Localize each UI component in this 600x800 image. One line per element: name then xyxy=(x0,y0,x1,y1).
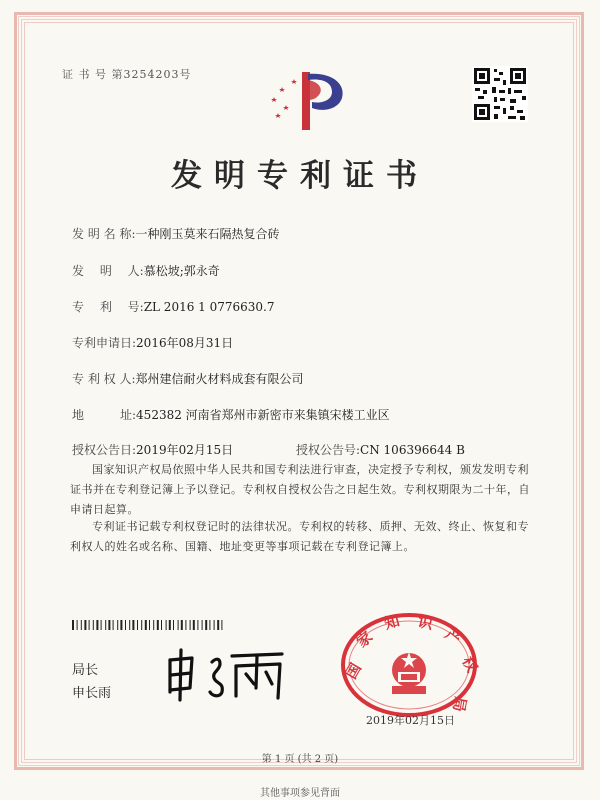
patent-office-logo xyxy=(262,64,352,134)
filing-date-label: 专利申请日: xyxy=(72,336,137,350)
grant-date-label: 授权公告日: xyxy=(72,443,137,457)
certificate-title: 发明专利证书 xyxy=(171,158,429,194)
inventor: 慕松坡;郭永奇 xyxy=(143,264,220,278)
director-name: 申长雨 xyxy=(72,686,112,701)
svg-text:家: 家 xyxy=(353,627,377,652)
grant-number: CN 106396644 B xyxy=(360,443,465,457)
address-label: 地 址: xyxy=(72,408,137,422)
invention-name: 一种刚玉莫来石隔热复合砖 xyxy=(135,227,280,241)
invention-name-label: 发 明 名 称: xyxy=(72,227,136,241)
official-seal xyxy=(340,611,482,718)
svg-text:产: 产 xyxy=(441,624,465,649)
grant-number-label: 授权公告号: xyxy=(296,443,361,457)
legal-status-statement: 专利证书记载专利权登记时的法律状况。专利权的转移、质押、无效、终止、恢复和专利权人的姓名或名称、国籍、地址变更等事项记载在专利登记簿上。 xyxy=(70,520,529,553)
footer-note: 其他事项参见背面 xyxy=(260,788,340,799)
filing-date: 2016年08月31日 xyxy=(136,336,234,350)
barcode xyxy=(72,620,222,630)
address-row xyxy=(72,406,390,423)
svg-text:识: 识 xyxy=(416,612,435,634)
patent-number: ZL 2016 1 0776630.7 xyxy=(143,300,275,314)
invention-name-row xyxy=(72,225,280,242)
seal-date: 2019年02月15日 xyxy=(366,714,455,727)
qr-code xyxy=(472,66,528,122)
address: 452382 河南省郑州市新密市来集镇宋楼工业区 xyxy=(136,408,390,422)
patentee: 郑州建信耐火材料成套有限公司 xyxy=(135,372,304,386)
certificate-number: 证 书 号 第3254203号 xyxy=(62,68,192,81)
svg-text:知: 知 xyxy=(382,611,402,633)
director-signature xyxy=(162,648,292,703)
patent-number-row xyxy=(72,298,275,315)
director-title: 局长 xyxy=(72,663,99,678)
grant-date-row xyxy=(72,441,233,458)
patentee-label: 专 利 权 人: xyxy=(72,372,136,386)
inventor-label: 发 明 人: xyxy=(72,264,144,278)
page-number: 第 1 页 (共 2 页) xyxy=(261,754,339,765)
svg-text:权: 权 xyxy=(458,653,482,676)
patent-number-label: 专 利 号: xyxy=(72,300,144,314)
grant-date: 2019年02月15日 xyxy=(136,443,234,457)
patentee-row xyxy=(72,370,304,387)
svg-text:局: 局 xyxy=(449,695,470,714)
filing-date-row xyxy=(72,334,233,351)
inventor-row xyxy=(72,262,220,279)
grant-statement: 国家知识产权局依照中华人民共和国专利法进行审查，决定授予专利权，颁发发明专利证书并在专利登记簿上予以登记。专利权自授权公告之日起生效。专利权期限为二十年，自申请日起算。 xyxy=(70,463,530,516)
svg-text:国: 国 xyxy=(341,659,365,682)
grant-number-row xyxy=(296,441,465,458)
